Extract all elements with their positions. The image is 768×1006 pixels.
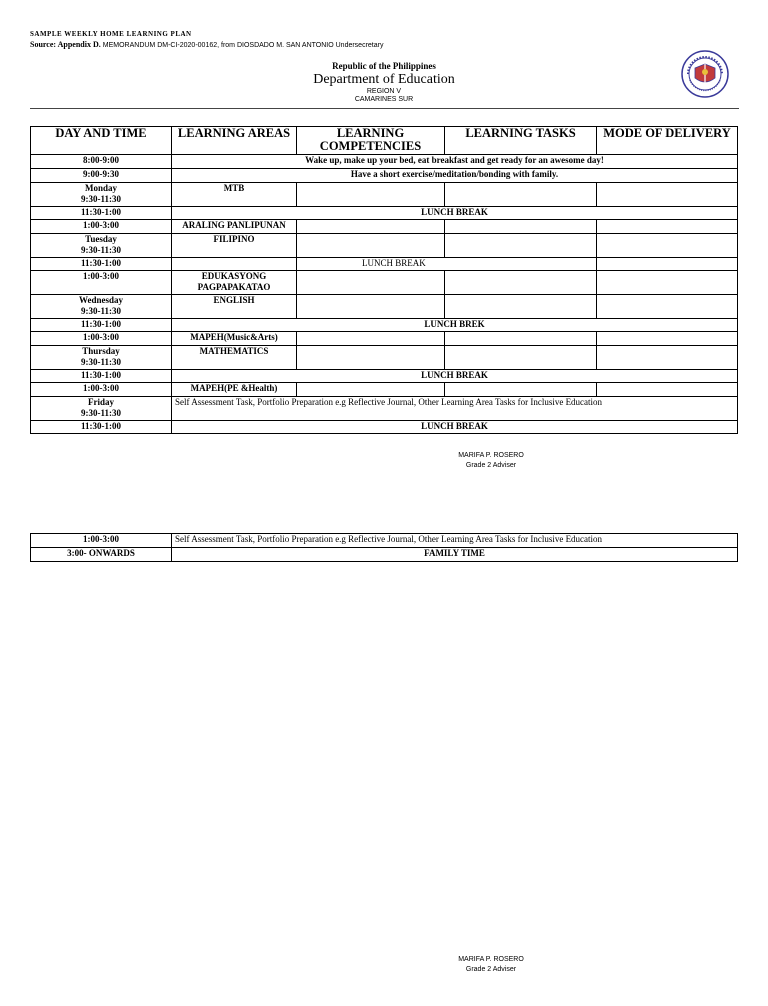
source-line <box>30 40 383 49</box>
empty-cell <box>445 295 597 319</box>
table-row <box>31 271 738 295</box>
day-time-cell <box>31 346 172 370</box>
empty-cell <box>597 383 738 397</box>
empty-cell <box>597 220 738 234</box>
day-time-cell <box>31 295 172 319</box>
day-time-cell <box>31 183 172 207</box>
time-label: 9:30-11:30 <box>81 407 121 418</box>
learning-area-line: EDUKASYONG <box>201 271 267 281</box>
header-learning-tasks: LEARNING TASKS <box>445 127 597 155</box>
table-row <box>31 220 738 234</box>
day-label: Monday <box>84 183 117 193</box>
signature-block <box>391 955 591 975</box>
signatory-name: MARIFA P. ROSERO <box>458 452 524 459</box>
day-time-cell <box>31 234 172 258</box>
day-time-cell <box>31 397 172 421</box>
time-cell: 11:30-1:00 <box>31 258 172 271</box>
weekly-plan-table <box>30 126 738 434</box>
table-row <box>31 346 738 370</box>
day-label: Tuesday <box>85 234 117 244</box>
time-cell: 1:00-3:00 <box>31 271 172 295</box>
empty-cell <box>297 295 445 319</box>
table-row <box>31 548 738 562</box>
activity-cell: Self Assessment Task, Portfolio Preparation e.g Reflective Journal, Other Learning Area Tasks for Inclusive Education <box>172 534 738 548</box>
time-label: 9:30-11:30 <box>81 356 121 367</box>
lunch-break-cell: LUNCH BREAK <box>172 421 738 434</box>
signatory-role: Grade 2 Adviser <box>465 462 517 469</box>
empty-cell <box>597 234 738 258</box>
time-cell: 1:00-3:00 <box>31 332 172 346</box>
empty-cell <box>445 220 597 234</box>
region-heading: REGION V <box>366 88 402 95</box>
time-cell: 3:00- ONWARDS <box>31 548 172 562</box>
signatory-role: Grade 2 Adviser <box>465 966 517 973</box>
signatory-name: MARIFA P. ROSERO <box>458 956 524 963</box>
header-learning-competencies: LEARNING COMPETENCIES <box>297 127 445 155</box>
time-cell: 11:30-1:00 <box>31 421 172 434</box>
table-row <box>31 397 738 421</box>
afternoon-plan-table <box>30 533 738 562</box>
empty-cell <box>445 346 597 370</box>
empty-cell <box>445 183 597 207</box>
empty-cell <box>297 183 445 207</box>
empty-cell <box>297 383 445 397</box>
table-row <box>31 207 738 220</box>
learning-area-cell: MTB <box>172 183 297 207</box>
time-cell: 8:00-9:00 <box>31 155 172 169</box>
learning-area-line: PAGPAPAKATAO <box>197 281 271 292</box>
learning-area-cell: ENGLISH <box>172 295 297 319</box>
time-cell: 9:00-9:30 <box>31 169 172 183</box>
source-label: Source: Appendix D. <box>30 40 101 49</box>
family-time-cell: FAMILY TIME <box>172 548 738 562</box>
table-row <box>31 169 738 183</box>
day-label: Friday <box>88 397 114 407</box>
table-row <box>31 370 738 383</box>
empty-cell <box>597 332 738 346</box>
empty-cell <box>597 271 738 295</box>
empty-cell <box>597 346 738 370</box>
header-mode-of-delivery: MODE OF DELIVERY <box>597 127 738 155</box>
activity-cell: Wake up, make up your bed, eat breakfast and get ready for an awesome day! <box>172 155 738 169</box>
day-label: Thursday <box>82 346 120 356</box>
empty-cell <box>445 383 597 397</box>
republic-heading: Republic of the Philippines <box>332 61 436 71</box>
header-rule <box>30 108 739 109</box>
table-row <box>31 421 738 434</box>
table-row <box>31 258 738 271</box>
lunch-break-cell: LUNCH BREAK <box>172 207 738 220</box>
lunch-break-cell: LUNCH BREAK <box>297 258 597 271</box>
activity-cell: Self Assessment Task, Portfolio Preparation e.g Reflective Journal, Other Learning Area Tasks for Inclusive Education <box>172 397 738 421</box>
time-label: 9:30-11:30 <box>81 193 121 204</box>
empty-cell <box>445 234 597 258</box>
empty-cell <box>445 332 597 346</box>
learning-area-cell <box>172 271 297 295</box>
table-row <box>31 332 738 346</box>
lunch-break-cell: LUNCH BREAK <box>172 370 738 383</box>
table-row <box>31 319 738 332</box>
document-title: SAMPLE WEEKLY HOME LEARNING PLAN <box>30 30 192 38</box>
time-cell: 1:00-3:00 <box>31 220 172 234</box>
table-row <box>31 155 738 169</box>
time-label: 9:30-11:30 <box>81 305 121 316</box>
empty-cell <box>597 183 738 207</box>
empty-cell <box>172 258 297 271</box>
signature-block <box>391 451 591 471</box>
table-row <box>31 383 738 397</box>
learning-area-cell: FILIPINO <box>172 234 297 258</box>
table-row <box>31 183 738 207</box>
department-heading: Department of Education <box>313 72 455 87</box>
lunch-break-cell: LUNCH BREK <box>172 319 738 332</box>
source-text: MEMORANDUM DM-CI-2020-00162, from DIOSDADO M. SAN ANTONIO Undersecretary <box>102 42 384 49</box>
day-label: Wednesday <box>78 295 123 305</box>
learning-area-cell: ARALING PANLIPUNAN <box>172 220 297 234</box>
table-header-row <box>31 127 738 155</box>
time-cell: 11:30-1:00 <box>31 370 172 383</box>
time-cell: 1:00-3:00 <box>31 383 172 397</box>
activity-cell: Have a short exercise/meditation/bonding with family. <box>172 169 738 183</box>
time-cell: 11:30-1:00 <box>31 207 172 220</box>
table-row <box>31 234 738 258</box>
deped-seal-icon <box>681 50 729 98</box>
empty-cell <box>445 271 597 295</box>
learning-area-cell: MAPEH(Music&Arts) <box>172 332 297 346</box>
table-row <box>31 295 738 319</box>
empty-cell <box>297 234 445 258</box>
empty-cell <box>297 346 445 370</box>
empty-cell <box>597 258 738 271</box>
time-cell: 1:00-3:00 <box>31 534 172 548</box>
learning-area-cell: MAPEH(PE &Health) <box>172 383 297 397</box>
empty-cell <box>297 332 445 346</box>
division-heading: CAMARINES SUR <box>354 96 414 103</box>
empty-cell <box>597 295 738 319</box>
empty-cell <box>297 220 445 234</box>
empty-cell <box>297 271 445 295</box>
time-label: 9:30-11:30 <box>81 244 121 255</box>
header-day-time: DAY AND TIME <box>31 127 172 155</box>
learning-area-cell: MATHEMATICS <box>172 346 297 370</box>
header-learning-areas: LEARNING AREAS <box>172 127 297 155</box>
time-cell: 11:30-1:00 <box>31 319 172 332</box>
table-row <box>31 534 738 548</box>
